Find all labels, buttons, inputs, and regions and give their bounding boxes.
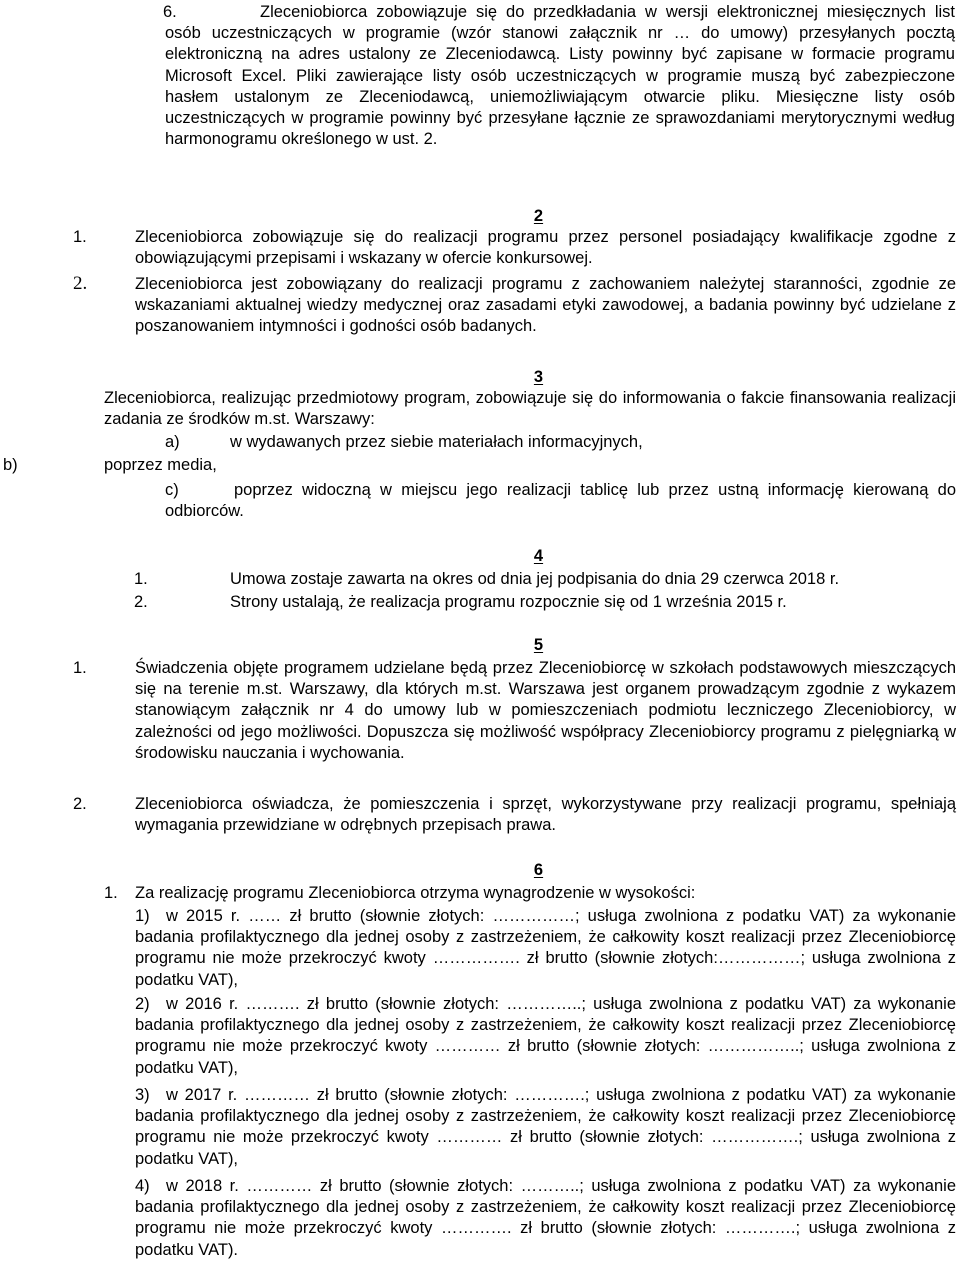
section-number: 5 bbox=[533, 636, 544, 654]
subitem-number: 2) bbox=[135, 995, 150, 1013]
section-6-subitem-4 bbox=[135, 1176, 956, 1261]
section-4-item-2 bbox=[134, 592, 787, 613]
item-text: Zleceniobiorca jest zobowiązany do realizacji programu z zachowaniem należytej staranności, zgodnie ze wskazaniami aktualnej wiedzy medycznej oraz zasadami etyki zawodowej, a badania powinny być udzielane z poszanowaniem intymności i godności osób badanych. bbox=[135, 275, 956, 336]
section-heading-6 bbox=[0, 860, 960, 881]
section-6-subitem-1 bbox=[135, 906, 956, 991]
item-text: poprzez media, bbox=[104, 456, 217, 474]
item-text: Zleceniobiorca zobowiązuje się do realizacji programu przez personel posiadający kwalifikacje zgodne z obowiązującymi przepisami i wskazany w ofercie konkursowej. bbox=[135, 228, 956, 268]
item-text: Umowa zostaje zawarta na okres od dnia jej podpisania do dnia 29 czerwca 2018 r. bbox=[230, 570, 840, 588]
section-5-item-2 bbox=[73, 794, 956, 836]
item-text: Świadczenia objęte programem udzielane będą przez Zleceniobiorcę w szkołach podstawowych mieszczących się na terenie m.st. Warszawy, dla których m.st. Warszawa jest organem prowadzącym zgodnie z wykazem stanowiącym załącznik nr 4 do umowy lub w pomieszczeniach podmiotu leczniczego Zleceniobiorcy, w zależności od jego możliwości. Dopuszcza się możliwość współpracy Zleceniobiorcy programu z pielęgniarką w środowisku nauczania i wychowania. bbox=[135, 659, 956, 762]
section-6-subitem-2 bbox=[135, 994, 956, 1079]
item-text: w wydawanych przez siebie materiałach informacyjnych, bbox=[230, 433, 643, 451]
section-3-intro-text: Zleceniobiorca, realizując przedmiotowy program, zobowiązuje się do informowania o fakcie finansowania realizacji zadania ze środków m.st. Warszawy: bbox=[104, 389, 956, 429]
section-6-subitem-3 bbox=[135, 1085, 956, 1170]
section-4-item-1 bbox=[134, 569, 839, 590]
item-text: Za realizację programu Zleceniobiorca otrzyma wynagrodzenie w wysokości: bbox=[135, 884, 696, 902]
section-number: 2 bbox=[533, 207, 544, 225]
subitem-number: 4) bbox=[135, 1177, 150, 1195]
section-3-intro bbox=[104, 388, 956, 430]
item-number: 2. bbox=[134, 593, 148, 611]
section-number: 3 bbox=[533, 368, 544, 386]
item-number: 1. bbox=[134, 570, 148, 588]
subitem-number: 3) bbox=[135, 1086, 150, 1104]
item-text: Strony ustalają, że realizacja programu rozpocznie się od 1 września 2015 r. bbox=[230, 593, 787, 611]
subitem-text: w 2015 r. …… zł brutto (słownie złotych: ……………; usługa zwolniona z podatku VAT) za wykonanie badania profilaktycznego dla jednej osoby z zastrzeżeniem, że całkowity koszt realizacji przez Zleceniobiorcę programu nie może przekroczyć kwoty ……………. zł brutto (słownie złotych:……………; usługa zwolniona z podatku VAT), bbox=[135, 907, 956, 989]
section-heading-2 bbox=[0, 206, 960, 227]
section-3-item-c bbox=[165, 480, 956, 522]
section-number: 6 bbox=[533, 861, 544, 879]
paragraph-number: 6. bbox=[163, 3, 177, 21]
item-number: 1. bbox=[73, 228, 87, 246]
section-2-item-2 bbox=[73, 273, 956, 338]
subitem-text: w 2018 r. ………… zł brutto (słownie złotych: ………..; usługa zwolniona z podatku VAT) za wykonanie badania profilaktycznego dla jednej osoby z zastrzeżeniem, że całkowity koszt realizacji przez Zleceniobiorcę programu nie może przekroczyć kwoty …………. zł brutto (słownie złotych: ………….; usługa zwolniona z podatku VAT). bbox=[135, 1177, 956, 1259]
section-number: 4 bbox=[533, 547, 544, 565]
section-heading-4 bbox=[0, 546, 960, 567]
item-label: a) bbox=[165, 433, 180, 451]
item-number: 1. bbox=[73, 659, 87, 677]
section-3-item-a bbox=[165, 432, 643, 453]
item-number: 2. bbox=[73, 273, 88, 294]
item-number: 1. bbox=[104, 884, 118, 902]
section-heading-3 bbox=[0, 367, 960, 388]
section-2-item-1 bbox=[73, 227, 956, 269]
subitem-text: w 2016 r. ………. zł brutto (słownie złotych: …………..; usługa zwolniona z podatku VAT) za wykonanie badania profilaktycznego dla jednej osoby z zastrzeżeniem, że całkowity koszt realizacji przez Zleceniobiorcę programu nie może przekroczyć kwoty ………… zł brutto (słownie złotych: ……………..; usługa zwolniona z podatku VAT), bbox=[135, 995, 956, 1077]
subitem-number: 1) bbox=[135, 907, 150, 925]
section-3-item-b bbox=[3, 455, 217, 476]
item-label: c) bbox=[165, 481, 179, 499]
item-text: Zleceniobiorca oświadcza, że pomieszczenia i sprzęt, wykorzystywane przy realizacji programu, spełniają wymagania przewidziane w odrębnych przepisach prawa. bbox=[135, 795, 956, 835]
section-6-item-1 bbox=[104, 883, 695, 904]
item-label: b) bbox=[3, 456, 18, 474]
paragraph-6 bbox=[165, 2, 955, 150]
paragraph-text: Zleceniobiorca zobowiązuje się do przedkładania w wersji elektronicznej miesięcznych list osób uczestniczących w programie (wzór stanowi załącznik nr … do umowy) przesyłanych pocztą elektroniczną na adres ustalony ze Zleceniodawcą. Listy powinny być zapisane w formacie programu Microsoft Excel. Pliki zawierające listy osób uczestniczących w programie muszą być zabezpieczone hasłem ustalonym ze Zleceniodawcą, uniemożliwiającym otwarcie pliku. Miesięczne listy osób uczestniczących w programie powinny być przesyłane łącznie ze sprawozdaniami merytorycznymi według harmonogramu określonego w ust. 2. bbox=[165, 3, 955, 149]
section-5-item-1 bbox=[73, 658, 956, 764]
item-text: poprzez widoczną w miejscu jego realizacji tablicę lub przez ustną informację kierowaną do odbiorców. bbox=[165, 481, 956, 521]
item-number: 2. bbox=[73, 795, 87, 813]
subitem-text: w 2017 r. ………… zł brutto (słownie złotych: ………….; usługa zwolniona z podatku VAT) za wykonanie badania profilaktycznego dla jednej osoby z zastrzeżeniem, że całkowity koszt realizacji przez Zleceniobiorcę programu nie może przekroczyć kwoty ………… zł brutto (słownie złotych: …………….; usługa zwolniona z podatku VAT), bbox=[135, 1086, 956, 1168]
section-heading-5 bbox=[0, 635, 960, 656]
